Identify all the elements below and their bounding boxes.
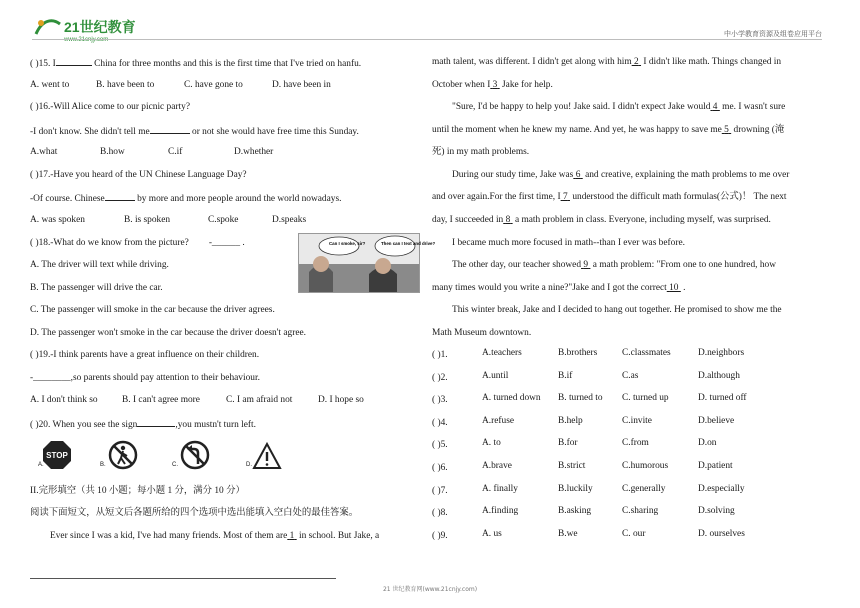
q16-options: A.what B.how C.if D.whether	[30, 147, 274, 157]
choice-option: C. turned up	[622, 393, 669, 404]
q18-option-b: B. The passenger will drive the car.	[30, 283, 163, 293]
passage-line-2: October when I 3 Jake for help.	[432, 80, 553, 90]
logo-text: 21世纪教育	[64, 19, 136, 35]
choice-option: A. to	[482, 438, 501, 449]
choice-option: C.invite	[622, 415, 652, 426]
choice-number: ( )7.	[432, 485, 448, 496]
choice-option: D.solving	[698, 506, 735, 517]
stop-sign-text: STOP	[46, 451, 68, 460]
choice-row	[432, 349, 802, 361]
choice-option: C.classmates	[622, 348, 671, 358]
choice-row	[432, 530, 802, 542]
choice-option: B.asking	[558, 506, 592, 517]
choice-number: ( )1.	[432, 350, 448, 360]
choice-option: B.strict	[558, 461, 586, 471]
passage-line-3: "Sure, I'd be happy to help you! Jake said. I didn't expect Jake would 4 me. I wasn't sure	[452, 102, 786, 112]
header-divider	[32, 39, 822, 40]
logo-url: www.21cnjy.com	[64, 37, 109, 43]
sign-label-c: C.	[172, 462, 178, 468]
passage-line-9: I became much more focused in math--than I ever was before.	[452, 238, 685, 248]
passage-line-10: The other day, our teacher showed 9 a math problem: "From one to one hundred, how	[452, 260, 776, 270]
choice-option: A.teachers	[482, 348, 522, 358]
q17-reply: -Of course. Chinese by more and more people around the world nowadays.	[30, 191, 341, 205]
bubble-2-text: Then can I text and drive?	[381, 241, 436, 246]
choice-option: B.if	[558, 370, 573, 381]
choice-row	[432, 507, 802, 519]
no-pedestrians-icon	[108, 440, 138, 470]
choice-option: A.refuse	[482, 415, 515, 426]
q20-line: ( )20. When you see the sign ,you mustn't turn left.	[30, 417, 256, 431]
sign-label-d: D.	[246, 462, 252, 468]
choice-option: C.sharing	[622, 506, 659, 517]
choice-option: B. turned to	[558, 393, 603, 404]
choice-option: D.patient	[698, 461, 733, 471]
q16-reply: -I don't know. She didn't tell me or not she would have free time this Sunday.	[30, 124, 359, 138]
choice-option: A. finally	[482, 483, 518, 494]
choice-row	[432, 372, 802, 384]
choice-row	[432, 462, 802, 474]
passage-line-6: During our study time, Jake was 6 and creative, explaining the math problems to me over	[452, 170, 790, 180]
footer-text: 21 世纪教育网(www.21cnjy.com)	[382, 586, 478, 593]
passage-line-4: until the moment when he knew my name. And yet, he was happy to save me 5 drowning (淹	[432, 125, 785, 135]
sign-label-b: B.	[100, 462, 106, 468]
header-site-name: 中小学教育资源及组卷应用平台	[724, 30, 822, 38]
choice-number: ( )5.	[432, 440, 448, 451]
choice-option: A. us	[482, 528, 502, 539]
choice-number: ( )4.	[432, 417, 448, 428]
passage-line-13: Math Museum downtown.	[432, 328, 532, 338]
choice-option: A.until	[482, 370, 509, 381]
choice-row	[432, 439, 802, 451]
choice-number: ( )9.	[432, 530, 448, 541]
sign-label-a: A.	[38, 462, 44, 468]
choice-option: B.brothers	[558, 348, 598, 358]
choice-option: C.as	[622, 370, 639, 381]
choice-option: B.help	[558, 415, 583, 426]
choice-option: C.generally	[622, 483, 666, 494]
passage-line-12: This winter break, Jake and I decided to hang out together. He promised to show me the	[452, 305, 782, 315]
passage-line-11: many times would you write a nine?"Jake and I got the correct 10 .	[432, 283, 686, 293]
q18-line: ( )18.-What do we know from the picture? -______ .	[30, 238, 245, 248]
choice-option: A.finding	[482, 506, 519, 517]
choice-option: D.especially	[698, 483, 745, 494]
choice-option: B.for	[558, 438, 578, 449]
q18-option-c: C. The passenger will smoke in the car because the driver agrees.	[30, 305, 275, 315]
choice-option: D.neighbors	[698, 348, 745, 358]
no-left-turn-icon	[180, 440, 210, 470]
choice-number: ( )6.	[432, 463, 448, 473]
q19-options: A. I don't think so B. I can't agree more C. I am afraid not D. I hope so	[30, 395, 364, 405]
choice-row	[432, 394, 802, 406]
q15-options: A. went to B. have been to C. have gone to D. have been in	[30, 80, 331, 90]
choice-option: C.humorous	[622, 461, 669, 471]
choice-number: ( )3.	[432, 395, 448, 406]
choice-option: D.believe	[698, 415, 735, 426]
choice-option: C. our	[622, 528, 646, 539]
footer-divider	[30, 578, 336, 579]
choice-option: B.luckily	[558, 483, 593, 494]
choice-option: D. turned off	[698, 393, 747, 404]
passage-line-5: 死) in my math problems.	[432, 147, 530, 157]
choice-option: B.we	[558, 528, 578, 539]
q17-options: A. was spoken B. is spoken C.spoke D.speaks	[30, 215, 307, 225]
choice-option: D. ourselves	[698, 528, 745, 539]
choice-row	[432, 485, 802, 497]
passage-line-8: day, I succeeded in 8 a math problem in class. Everyone, including myself, was surprised.	[432, 215, 771, 225]
section-2-title: II.完形填空（共 10 小题；每小题 1 分，满分 10 分）	[30, 486, 245, 496]
passage-line-1: math talent, was different. I didn't get along with him 2 I didn't like math. Things changed in	[432, 57, 782, 67]
choice-option: C.from	[622, 438, 649, 449]
choice-option: A. turned down	[482, 393, 541, 404]
q17-line: ( )17.-Have you heard of the UN Chinese Language Day?	[30, 170, 247, 180]
warning-triangle-icon	[252, 442, 282, 470]
q18-option-a: A. The driver will text while driving.	[30, 260, 169, 270]
q20-signs	[38, 438, 308, 472]
choice-row	[432, 417, 802, 429]
q19-reply: -________,so parents should pay attention to their behaviour.	[30, 373, 260, 383]
stop-sign-icon	[42, 440, 72, 470]
q18-cartoon-picture	[298, 233, 436, 293]
bubble-1-text: Can I smoke, sir?	[329, 241, 366, 246]
section-2-instruction: 阅读下面短文，从短文后各题所给的四个选项中选出能填入空白处的最佳答案。	[30, 508, 359, 518]
q19-line: ( )19.-I think parents have a great influence on their children.	[30, 350, 260, 360]
choice-number: ( )8.	[432, 508, 448, 519]
choice-option: A.brave	[482, 461, 512, 471]
choice-option: D.although	[698, 370, 740, 381]
q15-line: ( )15. I China for three months and this is the first time that I've tried on hanfu.	[30, 56, 361, 70]
q18-option-d: D. The passenger won't smoke in the car because the driver doesn't agree.	[30, 328, 307, 338]
q16-line: ( )16.-Will Alice come to our picnic party?	[30, 102, 190, 112]
choice-option: D.on	[698, 438, 717, 449]
passage-line-7: and over again.For the first time, I 7 understood the difficult math formulas(公式)！ The next	[432, 192, 787, 202]
choice-number: ( )2.	[432, 372, 448, 383]
passage-first-line: Ever since I was a kid, I've had many friends. Most of them are 1 in school. But Jake, a	[50, 531, 380, 541]
